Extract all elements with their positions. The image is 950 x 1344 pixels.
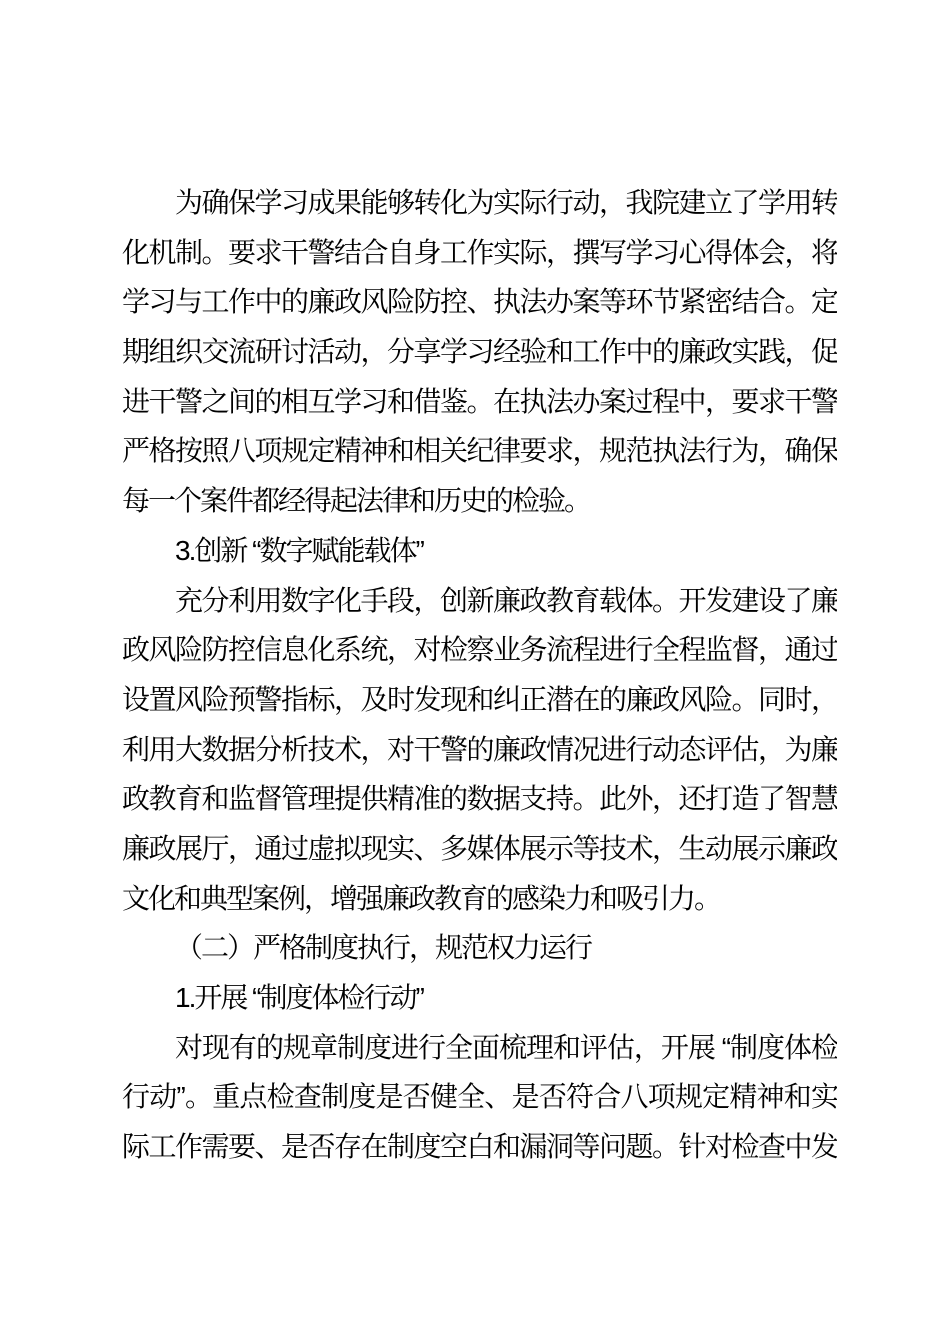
text-line: 期组织交流研讨活动，分享学习经验和工作中的廉政实践，促 [122,336,837,368]
text-line: 文化和典型案例，增强廉政教育的感染力和吸引力。 [122,882,721,914]
text-line: 化机制。要求干警结合自身工作实际，撰写学习心得体会，将 [122,236,837,268]
text-line: 对现有的规章制度进行全面梳理和评估，开展 “制度体检 [175,1031,837,1063]
text-line: 学习与工作中的廉政风险防控、执法办案等环节紧密结合。定 [122,286,837,318]
text-line: 政教育和监督管理提供精准的数据支持。此外，还打造了智慧 [122,783,837,815]
text-line: 为确保学习成果能够转化为实际行动，我院建立了学用转 [175,187,837,218]
text-line: 设置风险预警指标，及时发现和纠正潜在的廉政风险。同时， [122,683,837,715]
text-line: 政风险防控信息化系统，对检察业务流程进行全程监督，通过 [122,634,837,666]
text-line: 利用大数据分析技术，对干警的廉政情况进行动态评估，为廉 [122,733,837,765]
text-line: 行动”。重点检查制度是否健全、是否符合八项规定精神和实 [122,1081,837,1113]
heading-line: 3.创新 “数字赋能载体” [175,534,423,566]
text-line: 充分利用数字化手段，创新廉政教育载体。开发建设了廉 [175,584,837,616]
heading-line: 1.开展 “制度体检行动” [175,982,423,1013]
text-line: 廉政展厅，通过虚拟现实、多媒体展示等技术，生动展示廉政 [122,832,837,864]
text-line: 际工作需要、是否存在制度空白和漏洞等问题。针对检查中发 [122,1131,837,1163]
document-body [122,178,837,1172]
text-line: 每一个案件都经得起法律和历史的检验。 [122,485,591,517]
text-line: 进干警之间的相互学习和借鉴。在执法办案过程中，要求干警 [122,385,837,417]
text-line: 严格按照八项规定精神和相关纪律要求，规范执法行为，确保 [122,435,837,467]
heading-line: （二）严格制度执行，规范权力运行 [175,932,592,964]
